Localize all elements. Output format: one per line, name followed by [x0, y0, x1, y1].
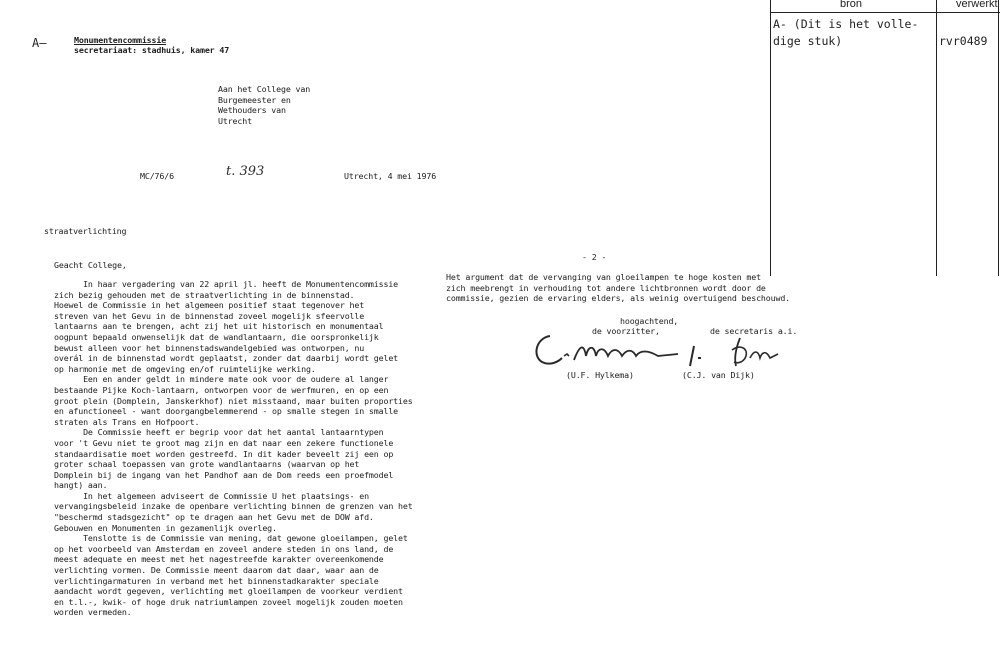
- body-line: aandacht wordt gegeven, verlichting met gloeilampen de voorkeur verdient: [54, 586, 403, 597]
- body-line: op harmonie met de omgeving en/of ruimtelijke werking.: [54, 363, 316, 374]
- page2-line: Het argument dat de vervanging van gloeilampen te hoge kosten met: [446, 272, 761, 282]
- processed-code: rvr0489: [939, 34, 988, 48]
- body-line: en t.l.-, kwik- of hoge druk natriumlampen zoveel mogelijk zouden moeten: [54, 596, 403, 607]
- body-line: verlichtingarmaturen in verband met het binnenstadkarakter speciale: [54, 575, 379, 586]
- body-line: hangt) aan.: [54, 480, 108, 491]
- body-line: meest adequate en meest met het nagestreefde karakter overeenkomende: [54, 554, 384, 565]
- body-line: streven van het Gevu in de binnenstad zoveel mogelijk sfeervolle: [54, 310, 365, 321]
- body-line: en afunctioneel - want doorgangbelemmerend - op smalle stegen in smalle: [54, 406, 399, 417]
- page2-line: commissie, gezien de ervaring elders, als weinig overtuigend beschouwd.: [446, 293, 791, 304]
- secretary-signature: [726, 336, 786, 370]
- chair-signature: [528, 326, 708, 372]
- body-line: De Commissie heeft er begrip voor dat het aantal lantaarntypen: [54, 427, 384, 438]
- body-line: Gebouwen en Monumenten in gezamenlijk overleg.: [54, 522, 277, 533]
- addressee-line: Wethouders van: [218, 105, 286, 116]
- table-header-verwerkt: verwerkt: [956, 0, 998, 10]
- body-line: vervangingsbeleid inzake de openbare verlichting binnen de grenzen van het: [54, 501, 413, 512]
- place-date: Utrecht, 4 mei 1976: [344, 171, 437, 181]
- source-note: A- (Dit is het volle- dige stuk): [773, 17, 919, 48]
- table-border-right: [998, 0, 999, 276]
- page2-body: [446, 272, 790, 304]
- body-line: In haar vergadering van 22 april jl. heeft de Monumentencommissie: [54, 279, 399, 289]
- body-line: verlichting vormen. De Commissie meent daarom dat daar, waar aan de: [54, 565, 379, 576]
- handwritten-reference: t. 393: [226, 164, 265, 179]
- body-line: bestaande Pijke Koch-lantaarn, ontworpen voor de werfmuren, en op een: [54, 384, 389, 395]
- chair-title: de voorzitter,: [592, 326, 660, 336]
- letterhead-marker: A—: [32, 36, 47, 50]
- subject: straatverlichting: [44, 226, 127, 236]
- body-line: oogpunt bepaald onwenselijk dat de wandlantaarn, die oorspronkelijk: [54, 331, 379, 342]
- body-line: voor 't Gevu niet te groot mag zijn en dat naar een zekere functionele: [54, 437, 394, 448]
- secretary-name: (C.J. van Dijk): [682, 370, 755, 380]
- salutation: Geacht College,: [54, 260, 127, 270]
- body-line: groot plein (Domplein, Janskerkhof) niet misstaand, maar buiten proporties: [54, 395, 413, 406]
- body-line: "beschermd stadsgezicht" op te dragen aan het Gevu met de DOW afd.: [54, 512, 374, 523]
- chair-name: (U.F. Hylkema): [566, 370, 634, 380]
- body-line: Een en ander geldt in mindere mate ook voor de oudere al langer: [54, 374, 389, 385]
- body-line: standaardisatie moet worden gestreefd. In dit kader beveelt zij een op: [54, 448, 394, 459]
- addressee-line: Utrecht: [218, 115, 252, 126]
- table-header-line: [770, 12, 1000, 13]
- page-number: - 2 -: [582, 252, 607, 262]
- addressee-line: Aan het College van: [218, 84, 311, 94]
- letter-body: [54, 279, 413, 618]
- body-line: straten als Trans en Hofpoort.: [54, 416, 200, 427]
- addressee-block: [218, 84, 310, 126]
- archive-table: [770, 0, 1000, 276]
- closing-greeting: hoogachtend,: [620, 316, 679, 326]
- body-line: groter schaal toepassen van grote wandlantaarns (waarvan op het: [54, 459, 360, 470]
- table-header-bron: bron: [840, 0, 863, 10]
- secretary-title: de secretaris a.i.: [710, 326, 798, 336]
- body-line: bewust alleen voor het binnenstadswandelgebied was ontworpen, nu: [54, 342, 365, 353]
- body-line: lantaarns aan te brengen, acht zij het uit historisch en monumentaal: [54, 321, 384, 332]
- body-line: op het voorbeeld van Amsterdam en zoveel andere steden in ons land, de: [54, 543, 394, 554]
- secretariat-address: secretariaat: stadhuis, kamer 47: [74, 45, 230, 55]
- table-column-divider: [936, 0, 937, 276]
- body-line: Tenslotte is de Commissie van mening, dat gewone gloeilampen, gelet: [54, 533, 408, 544]
- body-line: worden vermeden.: [54, 607, 132, 618]
- body-line: In het algemeen adviseert de Commissie U het plaatsings- en: [54, 490, 369, 501]
- addressee-line: Burgemeester en: [218, 94, 291, 105]
- body-line: overál in de binnenstad wordt geplaatst, zonder dat daarbij wordt gelet: [54, 353, 399, 364]
- reference-number: MC/76/6: [140, 171, 174, 181]
- body-line: zich bezig gehouden met de straatverlichting in de binnenstad.: [54, 289, 355, 300]
- page2-line: zich meebrengt in verhouding tot andere lichtbronnen wordt door de: [446, 282, 766, 293]
- body-line: Domplein bij de ingang van het Pandhof aan de Dom reeds een proefmodel: [54, 469, 394, 480]
- committee-name: Monumentencommissie: [74, 35, 167, 45]
- table-border-left: [770, 0, 771, 276]
- body-line: Hoewel de Commissie in het algemeen positief staat tegenover het: [54, 300, 365, 311]
